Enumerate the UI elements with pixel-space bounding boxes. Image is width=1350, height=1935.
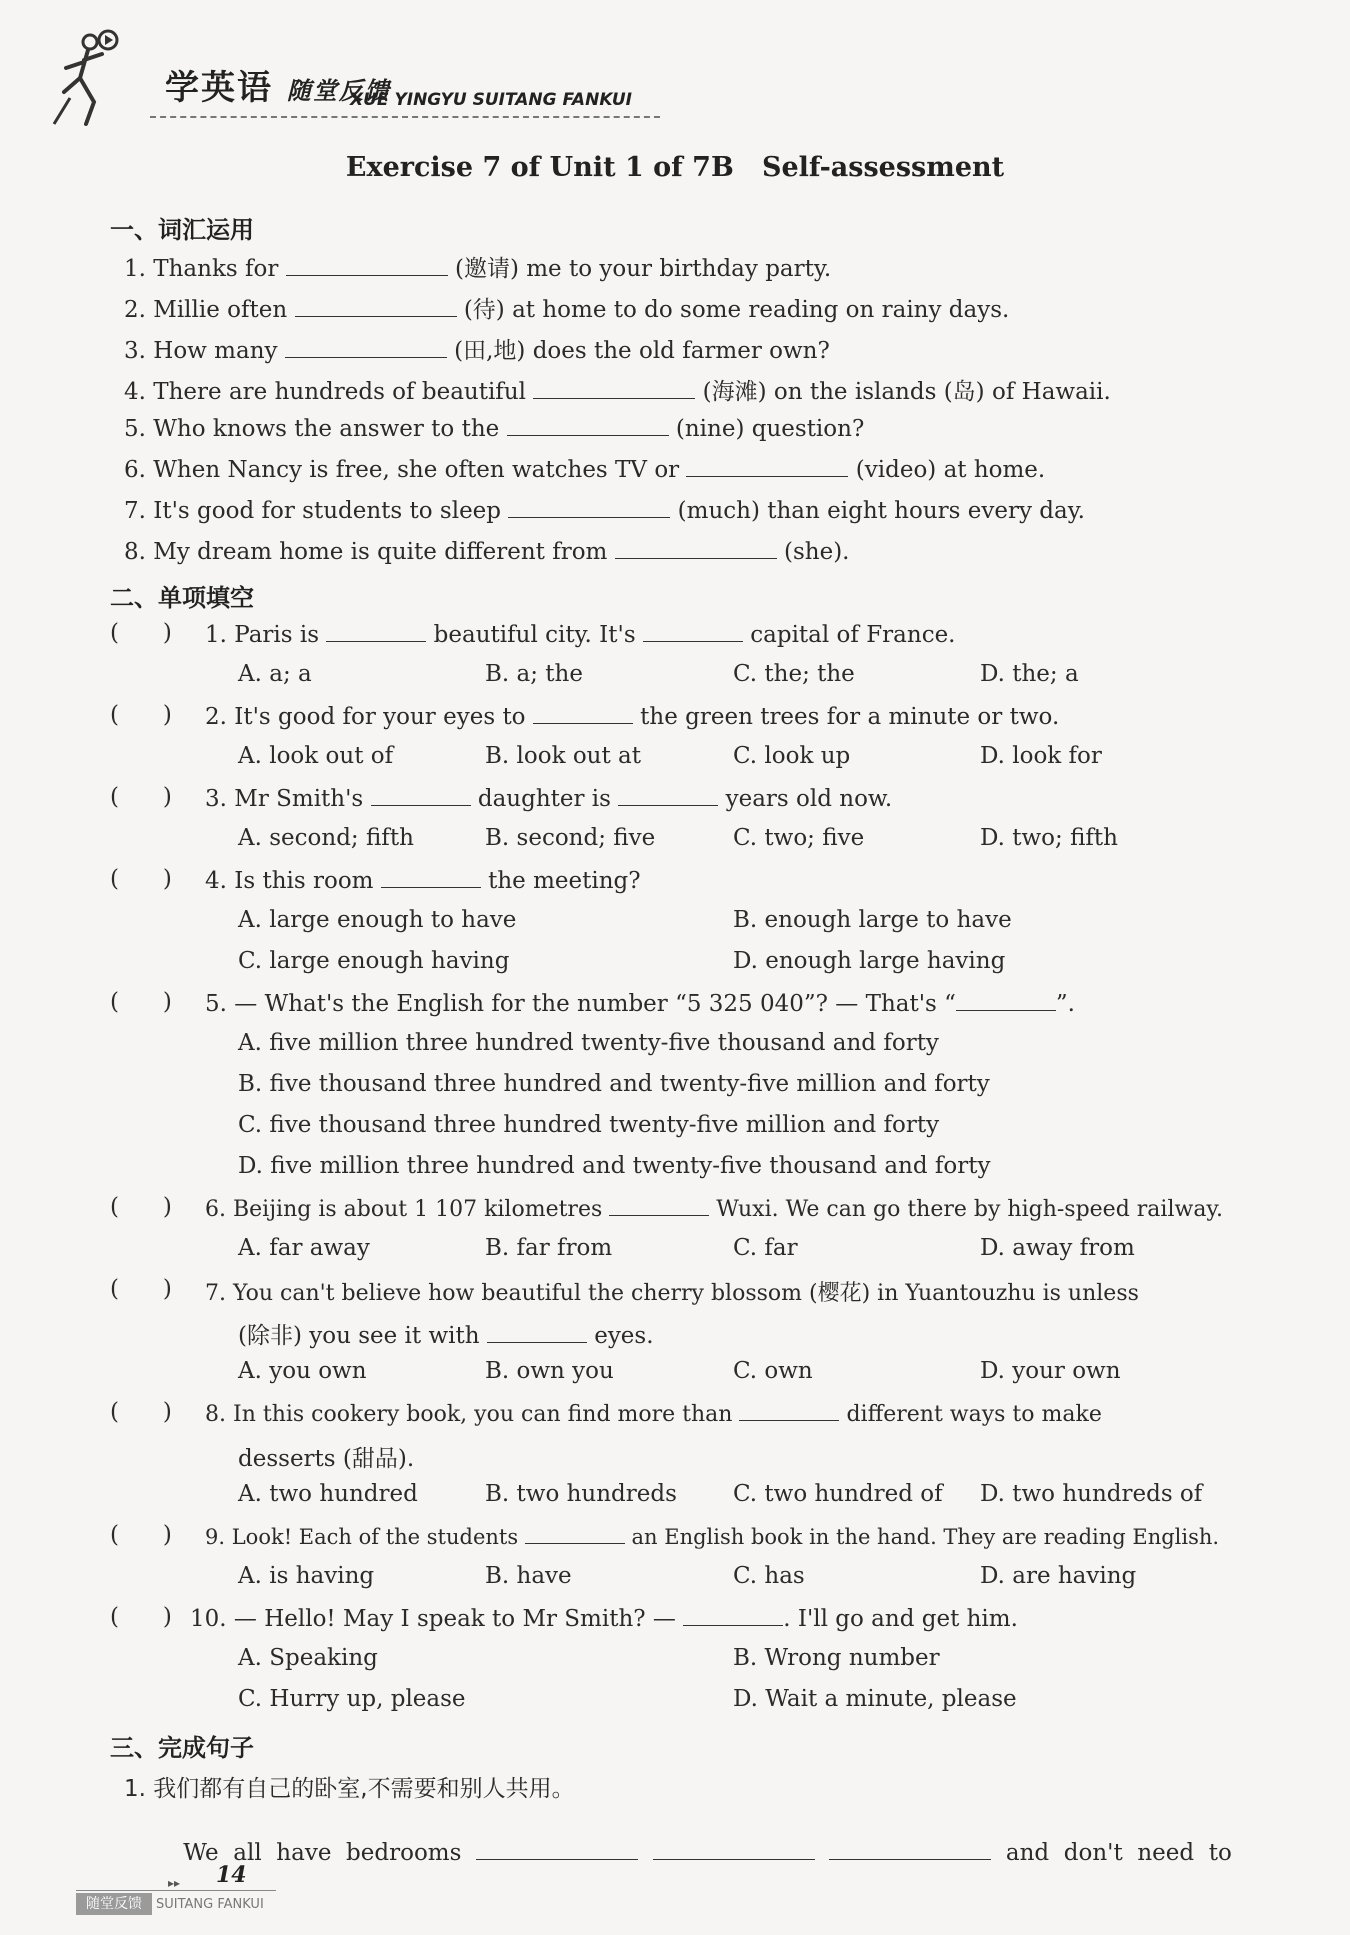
answer-paren[interactable]: ( ): [110, 866, 172, 892]
option-a: A. Speaking: [238, 1645, 378, 1671]
option-b: B. far from: [485, 1235, 613, 1261]
answer-paren[interactable]: ( ): [110, 989, 172, 1015]
vocab-item: 8. My dream home is quite different from (she).: [124, 539, 850, 565]
option-b: B. a; the: [485, 661, 583, 687]
option-a: A. two hundred: [238, 1481, 418, 1507]
option-b: B. five thousand three hundred and twenty-five million and forty: [238, 1071, 990, 1097]
answer-blank[interactable]: [739, 1399, 839, 1421]
option-b: B. look out at: [485, 743, 641, 769]
answer-blank[interactable]: [508, 496, 670, 518]
answer-blank[interactable]: [615, 537, 777, 559]
answer-blank[interactable]: [295, 295, 457, 317]
option-a: A. you own: [238, 1358, 367, 1384]
sentence-chinese: 1. 我们都有自己的卧室,不需要和别人共用。: [124, 1776, 575, 1802]
option-c: C. far: [733, 1235, 798, 1261]
option-b: B. enough large to have: [733, 907, 1012, 933]
answer-blank[interactable]: [643, 620, 743, 642]
option-d: D. the; a: [980, 661, 1079, 687]
vocab-item: 6. When Nancy is free, she often watches TV or (video) at home.: [124, 457, 1046, 483]
option-b: B. second; five: [485, 825, 656, 851]
mc-question: 4. Is this room the meeting?: [205, 868, 641, 894]
answer-blank[interactable]: [653, 1838, 815, 1860]
option-a: A. is having: [238, 1563, 375, 1589]
brand-pinyin: XUE YINGYU SUITANG FANKUI: [350, 90, 633, 110]
option-c: C. five thousand three hundred twenty-five million and forty: [238, 1112, 940, 1138]
answer-paren[interactable]: ( ): [110, 784, 172, 810]
option-c: C. Hurry up, please: [238, 1686, 466, 1712]
vocab-item: 3. How many (田,地) does the old farmer own?: [124, 338, 830, 364]
mc-question: 5. — What's the English for the number “5 325 040”? — That's “ ”.: [205, 991, 1075, 1017]
option-a: A. a; a: [238, 661, 312, 687]
footer-label-en: SUITANG FANKUI: [156, 1897, 264, 1912]
answer-blank[interactable]: [609, 1194, 709, 1216]
runner-logo-icon: [50, 28, 120, 128]
answer-blank[interactable]: [326, 620, 426, 642]
option-d: D. five million three hundred and twenty-five thousand and forty: [238, 1153, 991, 1179]
answer-paren[interactable]: ( ): [110, 1276, 172, 1302]
answer-blank[interactable]: [507, 414, 669, 436]
option-b: B. Wrong number: [733, 1645, 940, 1671]
answer-paren[interactable]: ( ): [110, 1604, 172, 1630]
option-d: D. two; fifth: [980, 825, 1118, 851]
option-c: C. has: [733, 1563, 805, 1589]
answer-paren[interactable]: ( ): [110, 1194, 172, 1220]
answer-paren[interactable]: ( ): [110, 1522, 172, 1548]
vocab-item: 4. There are hundreds of beautiful (海滩) on the islands (岛) of Hawaii.: [124, 379, 1111, 405]
section-heading-vocabulary: 一、词汇运用: [110, 216, 254, 244]
mc-question-continued: (除非) you see it with eyes.: [238, 1323, 654, 1349]
page-number: 14: [216, 1862, 247, 1888]
option-d: D. two hundreds of: [980, 1481, 1203, 1507]
mc-question: 8. In this cookery book, you can find more than different ways to make: [205, 1399, 1102, 1427]
option-b: B. have: [485, 1563, 572, 1589]
option-c: C. own: [733, 1358, 813, 1384]
option-d: D. look for: [980, 743, 1102, 769]
section-heading-complete-sentences: 三、完成句子: [110, 1734, 254, 1762]
answer-blank[interactable]: [686, 455, 848, 477]
answer-blank[interactable]: [381, 866, 481, 888]
page-title: Exercise 7 of Unit 1 of 7B Self-assessment: [345, 152, 1005, 183]
brand-title-sub: 随堂反馈: [286, 77, 391, 105]
answer-blank[interactable]: [683, 1604, 783, 1626]
option-a: A. second; fifth: [238, 825, 414, 851]
answer-blank[interactable]: [525, 1522, 625, 1544]
option-c: C. two; five: [733, 825, 865, 851]
mc-question-continued: desserts (甜品).: [238, 1446, 415, 1472]
mc-question: 9. Look! Each of the students an English book in the hand. They are reading English.: [205, 1522, 1219, 1549]
page-header: [50, 20, 660, 130]
mc-question: 3. Mr Smith's daughter is years old now.: [205, 786, 893, 812]
sentence-english: We all have bedrooms and don't need to: [183, 1840, 1232, 1866]
option-a: A. five million three hundred twenty-five thousand and forty: [238, 1030, 939, 1056]
mc-question: 1. Paris is beautiful city. It's capital of France.: [205, 622, 956, 648]
option-d: D. enough large having: [733, 948, 1006, 974]
answer-paren[interactable]: ( ): [110, 620, 172, 646]
mc-question: 6. Beijing is about 1 107 kilometres Wuxi. We can go there by high-speed railway.: [205, 1194, 1223, 1222]
footer-label-cn: 随堂反馈: [76, 1893, 152, 1915]
vocab-item: 2. Millie often (待) at home to do some reading on rainy days.: [124, 297, 1010, 323]
section-heading-multiple-choice: 二、单项填空: [110, 584, 254, 612]
brand-title-main: 学英语: [165, 68, 273, 108]
answer-paren[interactable]: ( ): [110, 1399, 172, 1425]
option-a: A. far away: [238, 1235, 370, 1261]
option-b: B. two hundreds: [485, 1481, 677, 1507]
option-d: D. are having: [980, 1563, 1137, 1589]
answer-blank[interactable]: [533, 377, 695, 399]
vocab-item: 1. Thanks for (邀请) me to your birthday party.: [124, 256, 832, 282]
answer-paren[interactable]: ( ): [110, 702, 172, 728]
answer-blank[interactable]: [829, 1838, 991, 1860]
option-c: C. large enough having: [238, 948, 510, 974]
answer-blank[interactable]: [618, 784, 718, 806]
option-a: A. look out of: [238, 743, 394, 769]
option-c: C. two hundred of: [733, 1481, 943, 1507]
footer-divider: [76, 1890, 276, 1891]
mc-question: 7. You can't believe how beautiful the cherry blossom (樱花) in Yuantouzhu is unless: [205, 1281, 1139, 1306]
option-c: C. the; the: [733, 661, 855, 687]
mc-question: 2. It's good for your eyes to the green trees for a minute or two.: [205, 704, 1060, 730]
option-d: D. away from: [980, 1235, 1135, 1261]
option-d: D. your own: [980, 1358, 1121, 1384]
option-b: B. own you: [485, 1358, 614, 1384]
answer-blank[interactable]: [487, 1321, 587, 1343]
option-a: A. large enough to have: [238, 907, 517, 933]
option-d: D. Wait a minute, please: [733, 1686, 1017, 1712]
vocab-item: 7. It's good for students to sleep (much) than eight hours every day.: [124, 498, 1085, 524]
answer-blank[interactable]: [476, 1838, 638, 1860]
answer-blank[interactable]: [371, 784, 471, 806]
option-c: C. look up: [733, 743, 851, 769]
answer-blank[interactable]: [956, 989, 1056, 1011]
answer-blank[interactable]: [533, 702, 633, 724]
answer-blank[interactable]: [286, 254, 448, 276]
footer-arrows-icon: ▸▸: [168, 1876, 181, 1890]
mc-question: 10. — Hello! May I speak to Mr Smith? — . I'll go and get him.: [190, 1606, 1018, 1632]
answer-blank[interactable]: [285, 336, 447, 358]
vocab-item: 5. Who knows the answer to the (nine) question?: [124, 416, 865, 442]
header-divider: [150, 116, 660, 118]
